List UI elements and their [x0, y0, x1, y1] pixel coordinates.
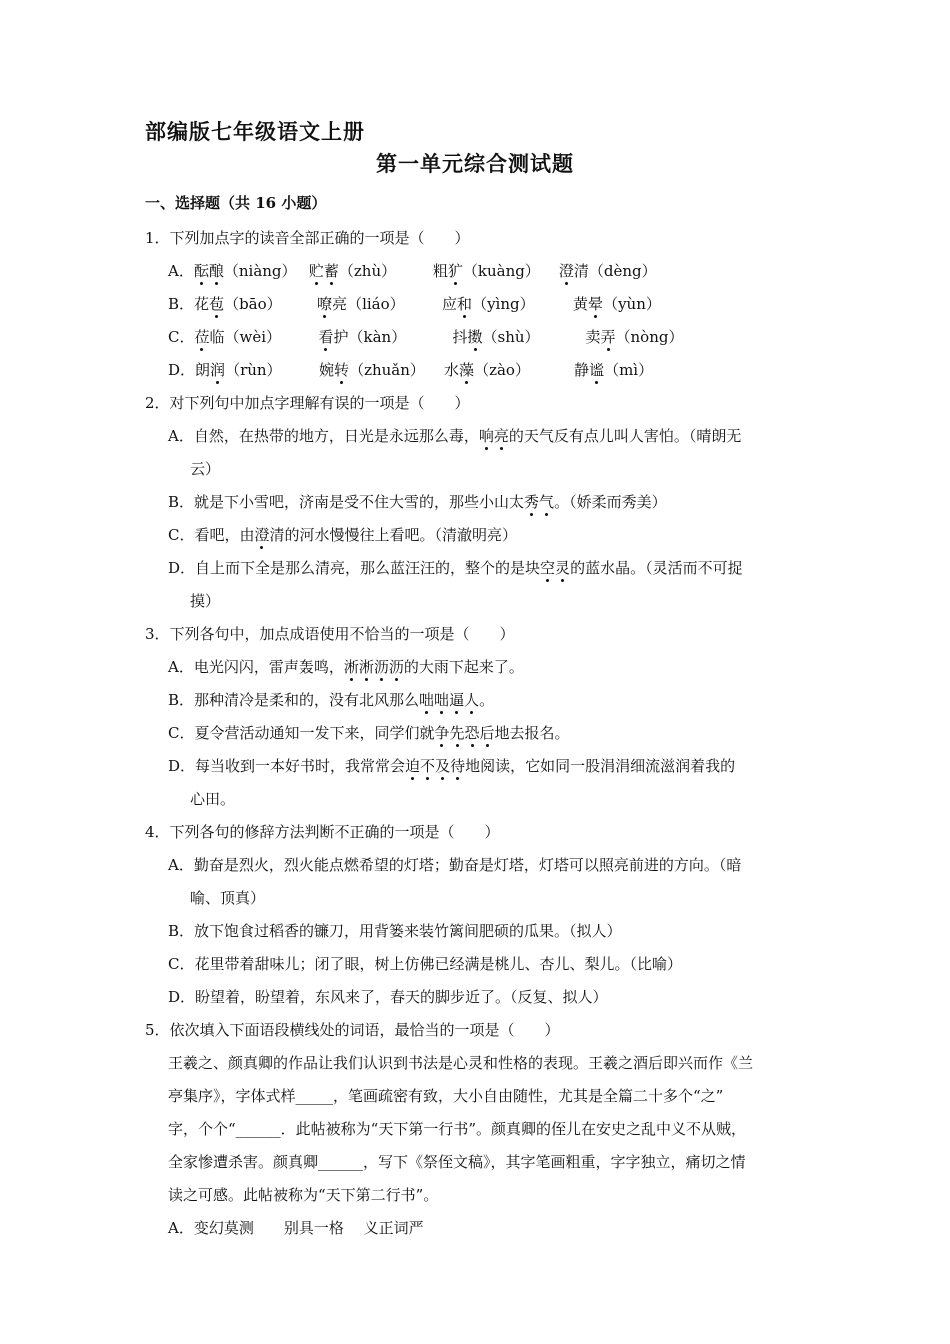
question-5-passage-line: 读之可感。此帖被称为“天下第二行书”。	[168, 1186, 439, 1204]
question-5-option-a: A．变幻莫测 别具一格 义正词严	[168, 1219, 424, 1237]
question-2-option-d: D．自上而下全是那么清亮，那么蓝汪汪的，整个的是块空灵的蓝水晶。（灵活而不可捉	[145, 552, 815, 585]
question-4-option-a: A．勤奋是烈火，烈火能点燃希望的灯塔；勤奋是灯塔，灯塔可以照亮前进的方向。（暗	[168, 856, 742, 874]
question-1-stem: 1．下列加点字的读音全部正确的一项是（ ）	[145, 229, 470, 247]
question-2-option-d-continued: 摸）	[190, 592, 221, 610]
question-3-option-b: B．那种清冷是柔和的，没有北风那么咄咄逼人。	[145, 684, 815, 717]
question-list	[145, 222, 815, 1245]
section-heading: 一、选择题（共 16 小题）	[145, 194, 327, 212]
question-5-stem: 5．依次填入下面语段横线处的词语，最恰当的一项是（ ）	[145, 1021, 560, 1039]
question-1-option-a: A．酝酿（niàng） 贮蓄（zhù） 粗犷（kuàng） 澄清（dèng）	[145, 255, 815, 288]
question-2-option-b: B．就是下小雪吧，济南是受不住大雪的，那些小山太秀气。（娇柔而秀美）	[145, 486, 815, 519]
question-5-passage-line: 字，个个“______．此帖被称为“天下第一行书”。颜真卿的侄儿在安史之乱中义不从贼，	[168, 1120, 747, 1138]
question-5-passage-line: 全家惨遭杀害。颜真卿______，写下《祭侄文稿》，其字笔画粗重，字字独立，痛切之情	[168, 1153, 746, 1171]
question-4-option-a-continued: 喻、顶真）	[190, 889, 266, 907]
question-3-option-a: A．电光闪闪，雷声轰鸣，淅淅沥沥的大雨下起来了。	[145, 651, 815, 684]
document-title: 部编版七年级语文上册	[145, 119, 365, 144]
question-4-stem: 4．下列各句的修辞方法判断不正确的一项是（ ）	[145, 823, 500, 841]
question-4-option-c: C．花里带着甜味儿；闭了眼，树上仿佛已经满是桃儿、杏儿、梨儿。（比喻）	[168, 955, 682, 973]
document-subtitle: 第一单元综合测试题	[376, 151, 574, 176]
question-2-option-a: A．自然，在热带的地方，日光是永远那么毒，响亮的天气反有点儿叫人害怕。（晴朗无	[145, 420, 815, 453]
question-5-passage-line: 王羲之、颜真卿的作品让我们认识到书法是心灵和性格的表现。王羲之酒后即兴而作《兰	[168, 1054, 754, 1072]
question-4-option-d: D．盼望着，盼望着，东风来了，春天的脚步近了。（反复、拟人）	[168, 988, 608, 1006]
question-3-option-d-continued: 心田。	[190, 790, 236, 808]
question-3-option-c: C．夏令营活动通知一发下来，同学们就争先恐后地去报名。	[145, 717, 815, 750]
question-2-option-a-continued: 云）	[190, 460, 221, 478]
question-3-stem: 3．下列各句中，加点成语使用不恰当的一项是（ ）	[145, 625, 515, 643]
question-3-option-d: D．每当收到一本好书时，我常常会迫不及待地阅读，它如同一股涓涓细流滋润着我的	[145, 750, 815, 783]
question-1-option-c: C．莅临（wèi） 看护（kàn） 抖擞（shù） 卖弄（nòng）	[145, 321, 815, 354]
question-1-option-d: D．朗润（rùn） 婉转（zhuǎn） 水藻（zào） 静谧（mì）	[145, 354, 815, 387]
question-2-stem: 2．对下列句中加点字理解有误的一项是（ ）	[145, 394, 470, 412]
question-1-option-b: B．花苞（bāo） 嘹亮（liáo） 应和（yìng） 黄晕（yùn）	[145, 288, 815, 321]
question-2-option-c: C．看吧，由澄清的河水慢慢往上看吧。（清澈明亮）	[145, 519, 815, 552]
question-5-passage-line: 亭集序》，字体式样_____，笔画疏密有致，大小自由随性，尤其是全篇二十多个“之”	[168, 1087, 724, 1105]
question-4-option-b: B．放下饱食过稻香的镰刀，用背篓来装竹篱间肥硕的瓜果。（拟人）	[168, 922, 622, 940]
